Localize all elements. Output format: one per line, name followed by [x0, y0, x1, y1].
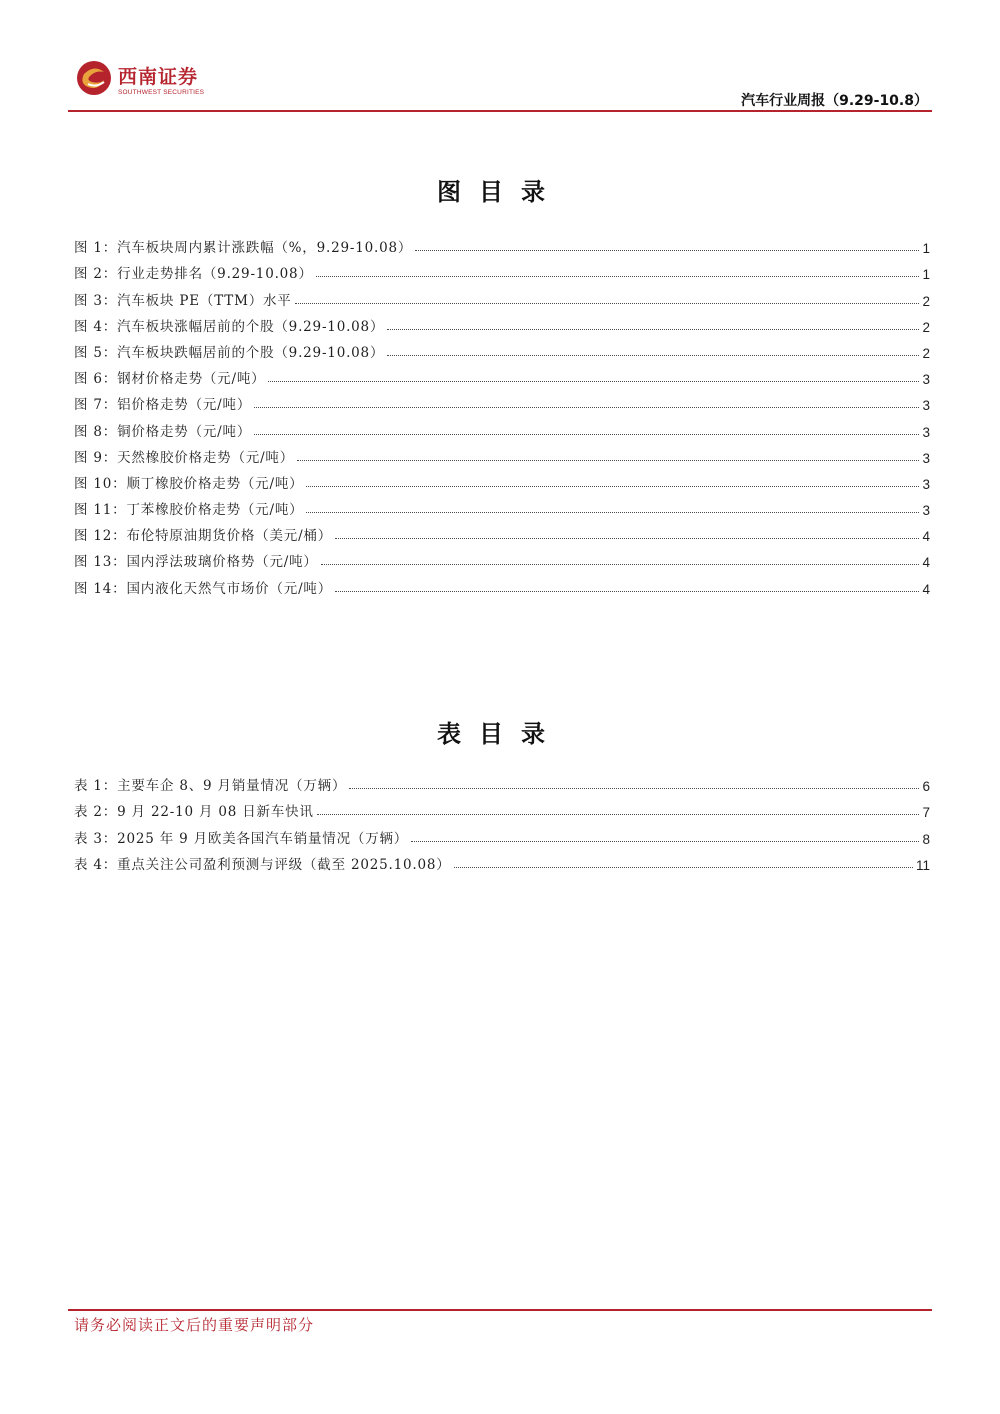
table-index-entry-page: 8	[922, 831, 930, 847]
figure-index-entry[interactable]	[74, 518, 930, 544]
table-index-entry-label: 表 1：主要车企 8、9 月销量情况（万辆）	[74, 778, 347, 795]
figure-index-title: 图目录	[437, 177, 563, 206]
page-header	[0, 0, 1000, 115]
dot-leader	[297, 460, 919, 461]
figure-index-entry-page: 3	[922, 450, 930, 466]
dot-leader	[316, 276, 920, 277]
dot-leader	[335, 591, 919, 592]
figure-index-entry-page: 4	[922, 555, 930, 571]
figure-index-entry-page: 3	[922, 372, 930, 388]
dot-leader	[254, 407, 919, 408]
dot-leader	[415, 250, 919, 251]
figure-index-entry-label: 图 11：丁苯橡胶价格走势（元/吨）	[74, 502, 304, 519]
disclaimer-note: 请务必阅读正文后的重要声明部分	[74, 1316, 315, 1334]
figure-index-entry-label: 图 3：汽车板块 PE（TTM）水平	[74, 292, 292, 309]
figure-index-entry-page: 3	[922, 424, 930, 440]
table-index-title: 表目录	[437, 719, 563, 748]
brand-name-cn: 西南证券	[118, 66, 199, 88]
figure-index-entry-label: 图 12：布伦特原油期货价格（美元/桶）	[74, 528, 333, 545]
figure-index-entry-label: 图 9：天然橡胶价格走势（元/吨）	[74, 449, 295, 466]
table-index-entry-page: 11	[915, 857, 930, 873]
figure-index-entry-page: 3	[922, 503, 930, 519]
dot-leader	[254, 434, 919, 435]
figure-index-entry-label: 图 10：顺丁橡胶价格走势（元/吨）	[74, 475, 304, 492]
dot-leader	[306, 486, 919, 487]
table-index-entry[interactable]	[74, 768, 930, 794]
brand-logo-icon	[76, 60, 112, 96]
figure-index-entry-label: 图 13：国内浮法玻璃价格势（元/吨）	[74, 554, 318, 571]
table-index-list	[74, 768, 930, 873]
figure-index-entry[interactable]	[74, 361, 930, 387]
figure-index-entry-page: 2	[922, 293, 930, 309]
figure-index-entry[interactable]	[74, 544, 930, 570]
dot-leader	[306, 512, 919, 513]
dot-leader	[268, 381, 919, 382]
brand-logo	[76, 60, 216, 102]
figure-index-entry-label: 图 1：汽车板块周内累计涨跌幅（%，9.29-10.08）	[74, 240, 413, 257]
figure-index-entry[interactable]	[74, 309, 930, 335]
figure-index-entry-label: 图 6：钢材价格走势（元/吨）	[74, 371, 266, 388]
dot-leader	[317, 814, 920, 815]
dot-leader	[321, 564, 920, 565]
figure-index-entry-page: 3	[922, 398, 930, 414]
figure-index-entry[interactable]	[74, 335, 930, 361]
figure-index-entry[interactable]	[74, 387, 930, 413]
brand-name-en: SOUTHWEST SECURITIES	[118, 89, 205, 96]
figure-index-entry-page: 4	[922, 529, 930, 545]
figure-index-entry-page: 2	[922, 345, 930, 361]
figure-index-entry-label: 图 8：铜价格走势（元/吨）	[74, 423, 252, 440]
figure-index-entry[interactable]	[74, 256, 930, 282]
report-title: 汽车行业周报（9.29-10.8）	[741, 93, 928, 109]
figure-index-entry-label: 图 2：行业走势排名（9.29-10.08）	[74, 266, 313, 283]
figure-index-entry-page: 4	[922, 581, 930, 597]
figure-index-entry-label: 图 14：国内液化天然气市场价（元/吨）	[74, 580, 333, 597]
figure-index-entry-page: 2	[922, 319, 930, 335]
figure-index-entry-label: 图 5：汽车板块跌幅居前的个股（9.29-10.08）	[74, 344, 385, 361]
figure-index-entry-page: 1	[922, 241, 930, 257]
table-index-entry-label: 表 3：2025 年 9 月欧美各国汽车销量情况（万辆）	[74, 830, 409, 847]
figure-index-entry[interactable]	[74, 282, 930, 308]
figure-index-list	[74, 230, 930, 597]
figure-index-entry-label: 图 7：铝价格走势（元/吨）	[74, 397, 252, 414]
figure-index-entry-page: 1	[922, 267, 930, 283]
table-index-entry[interactable]	[74, 794, 930, 820]
dot-leader	[411, 841, 919, 842]
table-index-entry[interactable]	[74, 847, 930, 873]
header-divider	[68, 110, 932, 112]
figure-index-entry[interactable]	[74, 440, 930, 466]
table-index-entry-label: 表 2：9 月 22-10 月 08 日新车快讯	[74, 804, 314, 821]
figure-index-entry[interactable]	[74, 466, 930, 492]
dot-leader	[335, 538, 919, 539]
dot-leader	[349, 788, 919, 789]
figure-index-entry-label: 图 4：汽车板块涨幅居前的个股（9.29-10.08）	[74, 318, 385, 335]
footer-divider	[68, 1309, 932, 1311]
figure-index-entry[interactable]	[74, 230, 930, 256]
figure-index-entry[interactable]	[74, 492, 930, 518]
table-index-entry-page: 6	[922, 779, 930, 795]
figure-index-entry[interactable]	[74, 413, 930, 439]
dot-leader	[295, 303, 920, 304]
table-index-entry[interactable]	[74, 820, 930, 846]
table-index-entry-page: 7	[922, 805, 930, 821]
table-index-entry-label: 表 4：重点关注公司盈利预测与评级（截至 2025.10.08）	[74, 856, 451, 873]
dot-leader	[387, 329, 919, 330]
dot-leader	[454, 867, 913, 868]
figure-index-entry-page: 3	[922, 476, 930, 492]
dot-leader	[387, 355, 919, 356]
figure-index-entry[interactable]	[74, 570, 930, 596]
